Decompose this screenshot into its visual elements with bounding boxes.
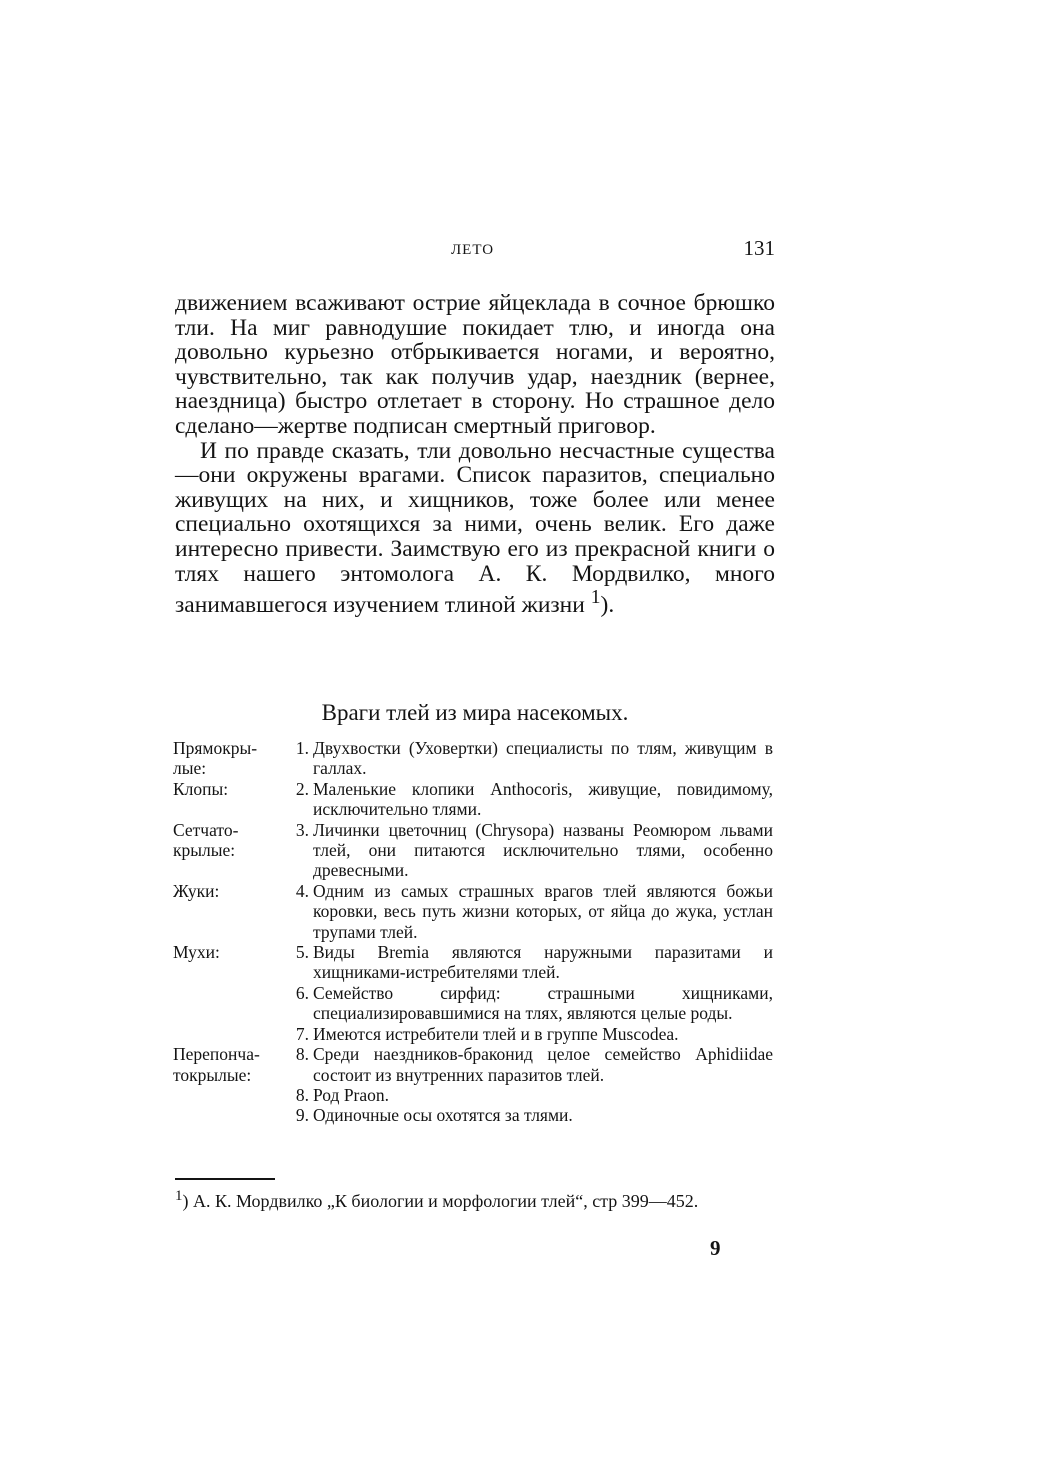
page-header	[175, 236, 775, 266]
body-text	[175, 291, 775, 618]
enemy-entry	[173, 942, 773, 983]
enemy-entry	[173, 779, 773, 820]
running-head: ЛЕТО	[451, 242, 495, 258]
enemy-number: 9.	[295, 1105, 309, 1126]
enemy-group	[173, 1105, 285, 1125]
enemy-text: Одним из самых страшных врагов тлей являются божьи коровки, весь путь жизни которых, от яйца до жука, устлан трупами тлей.	[313, 880, 773, 942]
paragraph-2-text: И по правде сказать, тли довольно несчастные существа—они окружены врагами. Список паразитов, специально живущих на них, и хищников, тоже более или менее специально охотящихся за ними, очень велик. Его даже интересно привести. Заимствую его из прекрасной книги о тлях нашего энтомолога А. К. Мордвилко, много занимавшегося изучением тлиной жизни	[175, 437, 775, 618]
enemy-text: Среди наездников-браконид целое семейство Aphidiidae состоит из внутренних паразитов тлей.	[313, 1044, 773, 1085]
enemy-group: Сетчато-крылые:	[173, 819, 239, 861]
paragraph-2-closing: ).	[600, 591, 615, 618]
signature-mark: 9	[710, 1236, 721, 1260]
section-title: Враги тлей из мира насекомых.	[321, 700, 629, 725]
enemy-text: Семейство сирфид: страшными хищниками, специализировавшимися на тлях, являются целые роды.	[313, 982, 773, 1024]
page-number: 131	[743, 236, 775, 260]
footnote	[175, 1186, 775, 1212]
enemy-group: Жуки:	[173, 880, 220, 901]
enemy-group	[173, 1085, 285, 1105]
enemy-number: 2.	[295, 778, 309, 799]
enemy-entry	[173, 1044, 773, 1085]
paragraph-2	[175, 439, 775, 618]
enemy-number: 5.	[295, 942, 309, 963]
enemy-group: Клопы:	[173, 778, 229, 799]
enemy-text: Личинки цветочниц (Chrysopa) названы Реомюром львами тлей, они питаются исключительно тлями, особенно древесными.	[313, 819, 773, 881]
enemy-entry	[173, 1024, 773, 1044]
enemy-entry	[173, 881, 773, 942]
enemy-entry	[173, 820, 773, 881]
footnote-reference: 1	[590, 587, 601, 609]
enemy-text: Двухвостки (Уховертки) специалисты по тлям, живущим в галлах.	[313, 738, 773, 779]
enemy-text: Имеются истребители тлей и в группе Muscodea.	[313, 1023, 679, 1044]
paragraph-1: движением всаживают острие яйцеклада в сочное брюшко тли. На миг равнодушие покидает тлю, и иногда она довольно курьезно отбрыкивается ногами, и вероятно, чувствительно, так как получив удар, наездник (вернее, наездница) быстро отлетает в сторону. Но страшное дело сделано—жертве подписан смертный приговор.	[175, 290, 775, 439]
enemy-text: Виды Bremia являются наружными паразитами и хищниками-истребителями тлей.	[313, 942, 773, 983]
enemy-entry	[173, 983, 773, 1024]
footnote-text: ) А. К. Мордвилко „К биологии и морфологии тлей“, стр 399—452.	[182, 1191, 699, 1211]
enemy-group	[173, 983, 285, 1024]
enemy-entry	[173, 1085, 773, 1105]
enemy-number: 1.	[295, 738, 309, 758]
enemy-number: 8.	[295, 1084, 309, 1105]
enemies-list	[173, 738, 773, 1126]
enemy-group: Перепонча-токрылые:	[173, 1044, 260, 1085]
enemy-entry	[173, 1105, 773, 1125]
enemy-number: 8.	[295, 1044, 309, 1065]
enemy-text: Одиночные осы охотятся за тлями.	[313, 1105, 573, 1126]
enemy-number: 3.	[295, 819, 309, 840]
enemy-number: 7.	[295, 1023, 309, 1044]
enemy-group: Прямокры-лые:	[173, 738, 258, 779]
enemy-text: Род Praon.	[313, 1084, 390, 1105]
enemy-text: Маленькие клопики Anthocoris, живущие, повидимому, исключительно тлями.	[313, 778, 773, 820]
enemy-number: 4.	[295, 880, 309, 901]
enemy-group: Мухи:	[173, 942, 220, 963]
enemy-entry	[173, 738, 773, 779]
footnote-mark: 1	[175, 1188, 183, 1204]
footnote-divider	[175, 1178, 275, 1180]
enemy-number: 6.	[295, 982, 309, 1003]
enemy-group	[173, 1024, 285, 1044]
